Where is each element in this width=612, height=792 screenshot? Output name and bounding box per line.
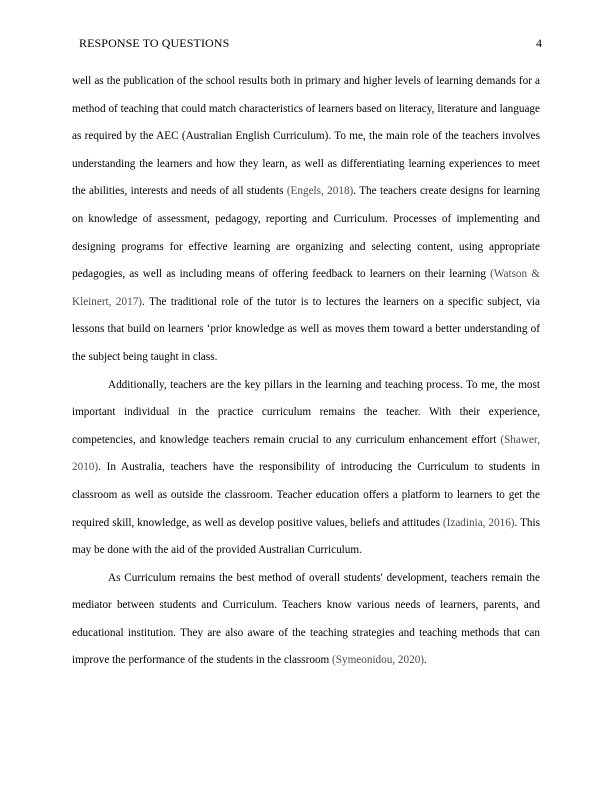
page-number: 4	[536, 36, 542, 50]
paragraph-3	[72, 565, 540, 675]
citation-izadinia-2016: (Izadinia, 2016)	[442, 516, 515, 529]
paragraph-1-text-3: . The traditional role of the tutor is to lectures the learners on a specific subject, via lessons that build on learners ‘prior knowledge as well as moves them toward a better understanding of the subject being taught in class.	[72, 295, 540, 363]
paragraph-3-text-1: As Curriculum remains the best method of overall students' development, teachers remain the mediator between students and Curriculum. Teachers know various needs of learners, parents, and educational institution. They are also aware of the teaching strategies and teaching methods that can improve the performance of the students in the classroom	[72, 571, 540, 667]
running-head: RESPONSE TO QUESTIONS	[79, 36, 230, 50]
paragraph-2-text-2: . In Australia, teachers have the responsibility of introducing the Curriculum to students in classroom as well as outside the classroom. Teacher education offers a platform to learners to get the required skill, knowledge, as well as develop positive values, beliefs and attitudes	[72, 461, 540, 529]
paragraph-3-text-2: .	[424, 654, 427, 667]
paragraph-2-text-1: Additionally, teachers are the key pillars in the learning and teaching process. To me, the most important individual in the practice curriculum remains the teacher. With their experience, competencies, and knowledge teachers remain crucial to any curriculum enhancement effort	[72, 378, 540, 446]
paragraph-1	[72, 68, 540, 372]
citation-shawer-2010: (Shawer, 2010)	[72, 433, 540, 474]
paragraph-1-text-1: well as the publication of the school results both in primary and higher levels of learning demands for a method of teaching that could match characteristics of learners based on literacy, literature and language as required by the AEC (Australian English Curriculum). To me, the main role of the teachers involves understanding the learners and how they learn, as well as differentiating learning experiences to meet the abilities, interests and needs of all students	[72, 75, 540, 198]
body-text	[72, 68, 540, 675]
paragraph-1-text-2: . The teachers create designs for learning on knowledge of assessment, pedagogy, reporting and Curriculum. Processes of implementing and designing programs for effective learning are organizing and selecting content, using appropriate pedagogies, as well as including means of offering feedback to learners on their learning	[72, 185, 540, 281]
paragraph-2-text-3: . This may be done with the aid of the provided Australian Curriculum.	[72, 516, 540, 557]
citation-watson-kleinert-2017: (Watson & Kleinert, 2017)	[72, 268, 540, 308]
citation-symeonidou-2020: (Symeonidou, 2020)	[332, 654, 425, 667]
citation-engels-2018: (Engels, 2018)	[286, 185, 354, 198]
paragraph-2	[72, 372, 540, 565]
